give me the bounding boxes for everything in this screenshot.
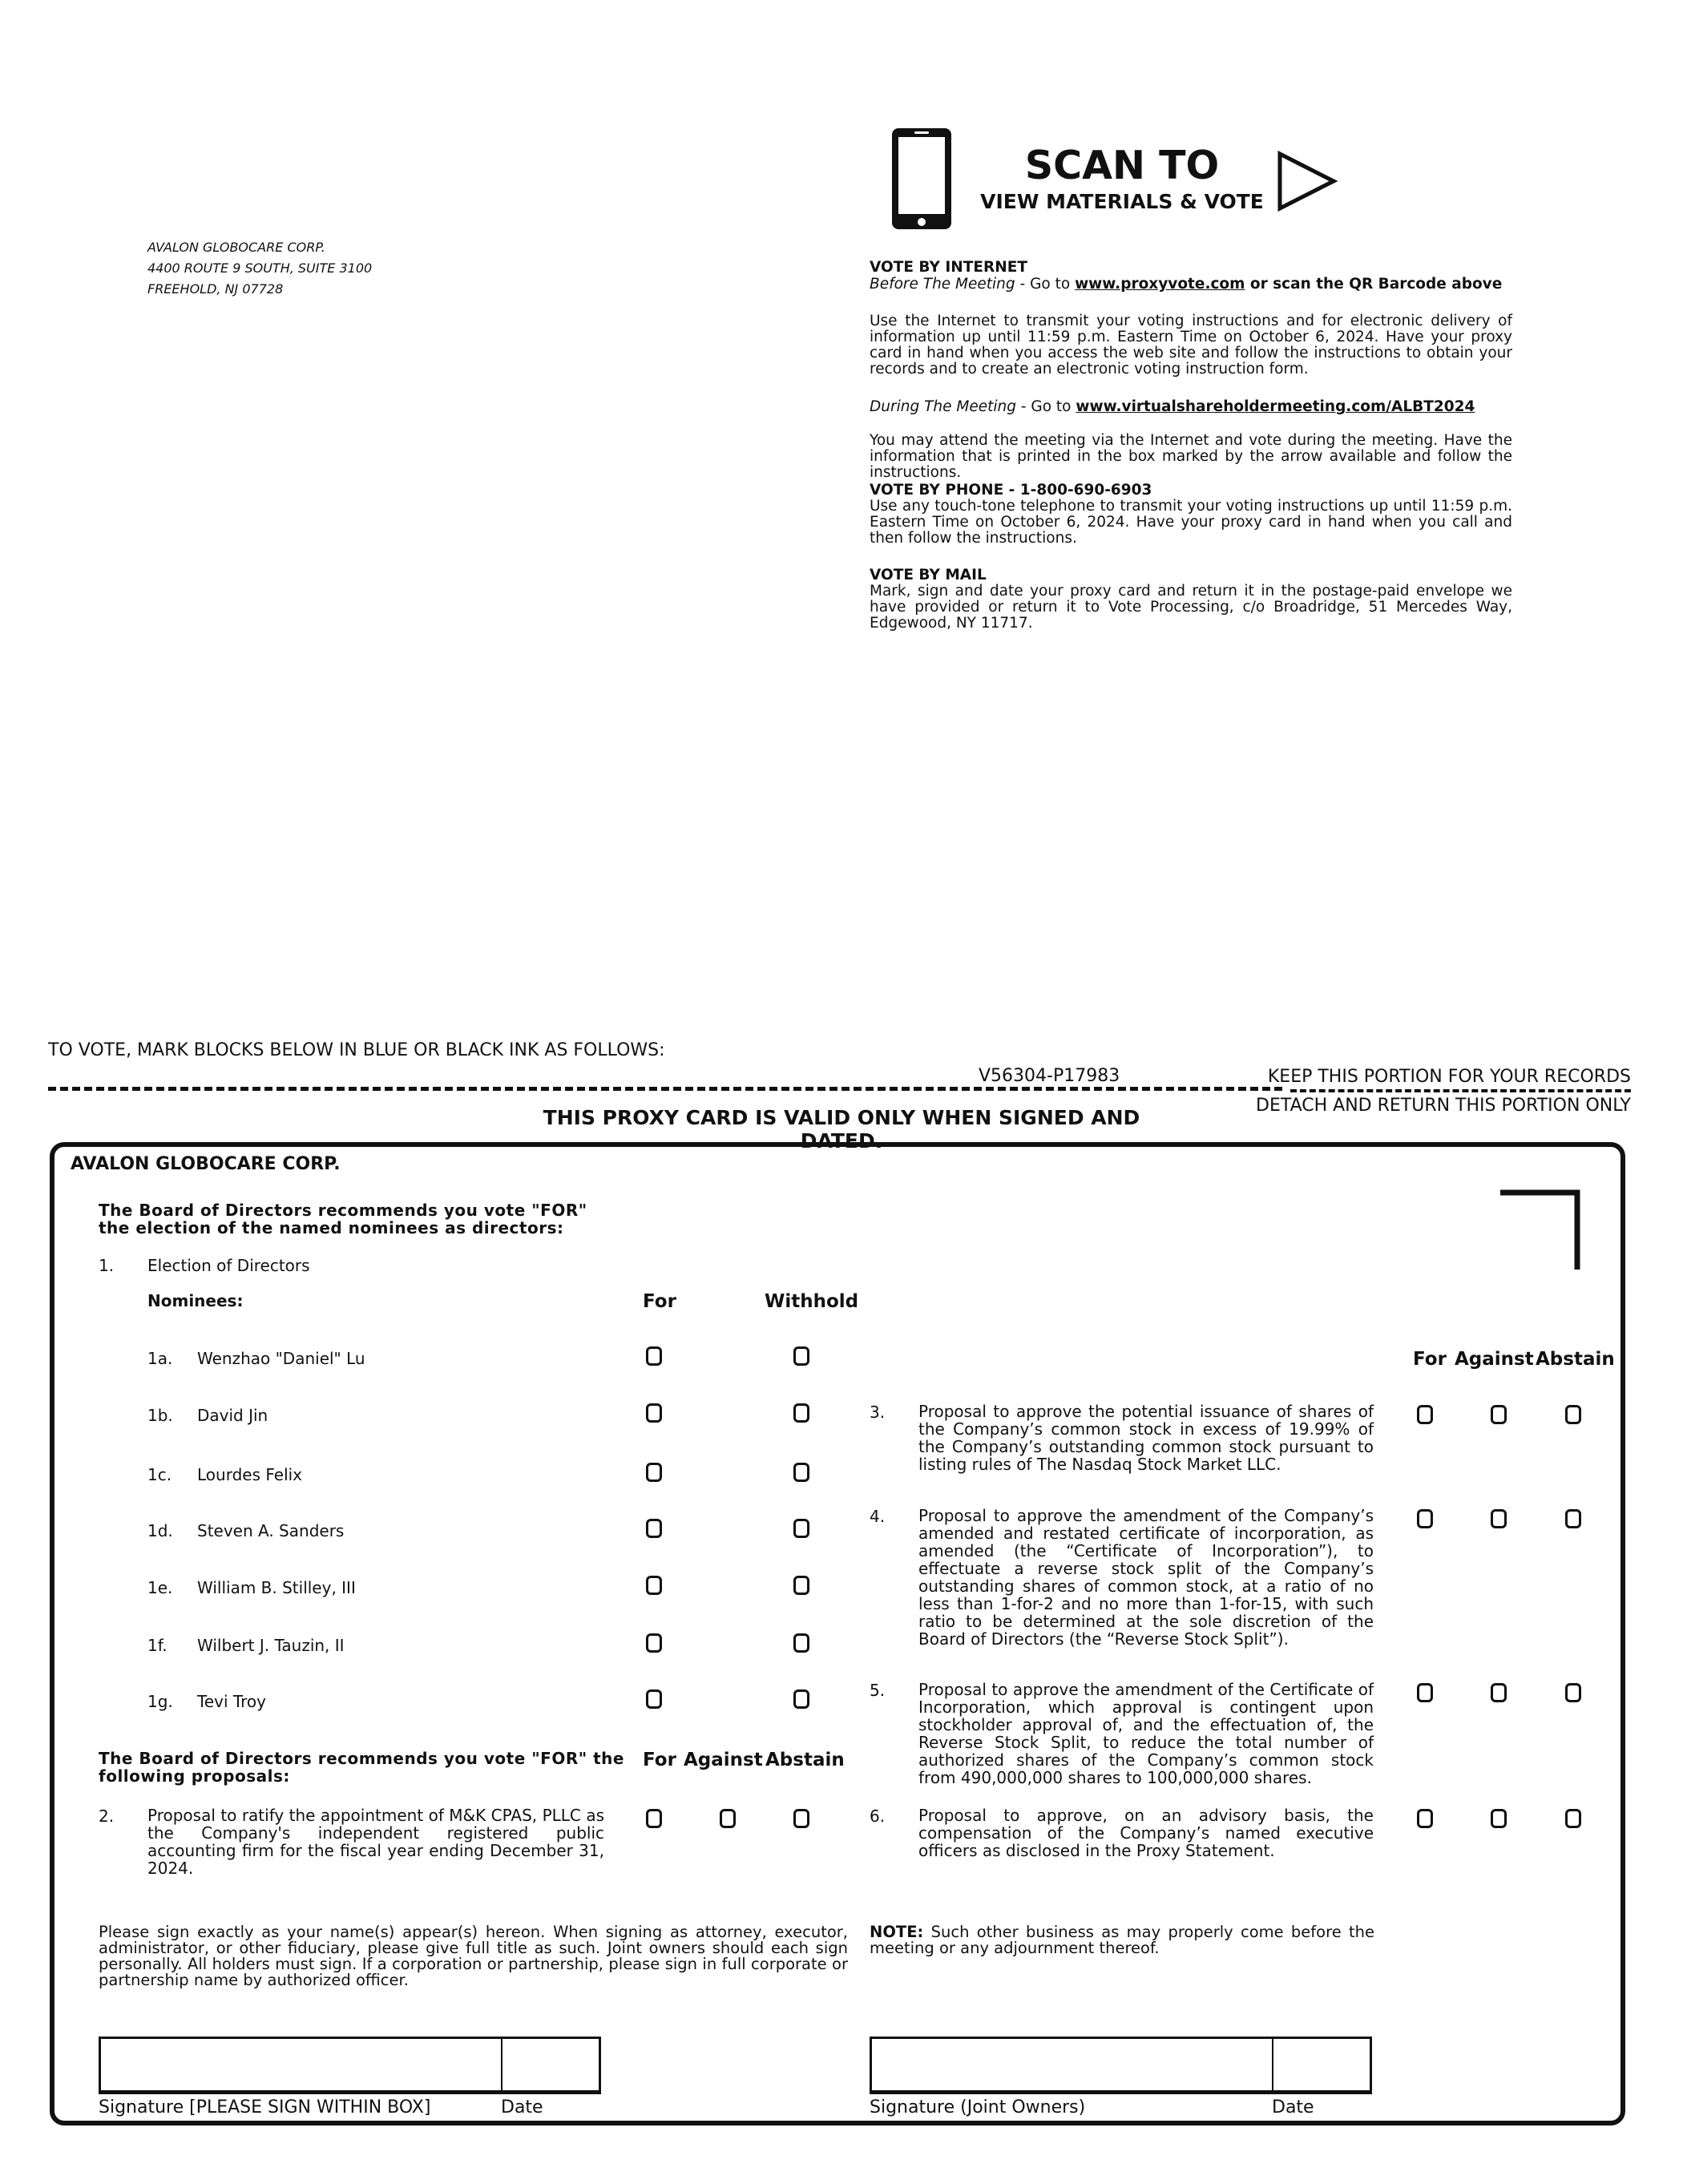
- internet-text: Use the Internet to transmit your voting instructions and for electronic delivery of information up until 11:59 p.m. Eastern Time on October 6, 2024. Have your proxy card in hand when you access the web site and follow the instructions to obtain your records and to create an electronic voting instruction form.: [870, 313, 1512, 377]
- mail-heading: VOTE BY MAIL: [870, 567, 987, 583]
- proposal-number: 5.: [870, 1681, 886, 1700]
- proposal-text: Proposal to approve, on an advisory basis, the compensation of the Company’s named executive officers as disclosed in the Proxy Statement.: [918, 1806, 1374, 1860]
- during-text: You may attend the meeting via the Internet and vote during the meeting. Have the information that is printed in the box marked by the arrow available and follow the instructions.: [870, 432, 1512, 481]
- keep-portion-label: KEEP THIS PORTION FOR YOUR RECORDS: [1267, 1067, 1631, 1087]
- joint-signature-box[interactable]: [870, 2037, 1372, 2094]
- nominees-label: Nominees:: [147, 1291, 244, 1310]
- vote-by-phone: [870, 482, 1512, 547]
- nominee-id: 1e.: [147, 1578, 173, 1597]
- signature-box[interactable]: [99, 2037, 601, 2094]
- for-checkbox[interactable]: [646, 1346, 662, 1366]
- before-meeting-line: Before The Meeting - Go to www.proxyvote.com or scan the QR Barcode above: [870, 276, 1503, 293]
- nominee-id: 1d.: [147, 1521, 173, 1540]
- joint-signature-date-divider: [1272, 2039, 1273, 2090]
- joint-signature-label: Signature (Joint Owners): [870, 2097, 1086, 2117]
- detach-line: [48, 1087, 1282, 1091]
- col-for-p2: For: [643, 1750, 676, 1770]
- internet-heading: VOTE BY INTERNET: [870, 259, 1027, 276]
- item1-label: Election of Directors: [147, 1256, 310, 1275]
- mail-text: Mark, sign and date your proxy card and return it in the postage-paid envelope we have provided or return it to Vote Processing, c/o Broadridge, 51 Mercedes Way, Edgewood, NY 11717.: [870, 583, 1512, 632]
- address-street: 4400 ROUTE 9 SOUTH, SUITE 3100: [147, 260, 373, 276]
- abstain-checkbox[interactable]: [1565, 1405, 1581, 1424]
- detach-return-label: DETACH AND RETURN THIS PORTION ONLY: [1256, 1096, 1631, 1116]
- proposal-text: Proposal to ratify the appointment of M&K CPAS, PLLC as the Company's independent registered public accounting firm for the fiscal year ending December 31, 2024.: [147, 1806, 604, 1878]
- proposal-number: 3.: [870, 1403, 886, 1422]
- card-company: AVALON GLOBOCARE CORP.: [71, 1154, 341, 1174]
- for-checkbox[interactable]: [1417, 1683, 1433, 1702]
- for-checkbox[interactable]: [1417, 1405, 1433, 1424]
- for-checkbox[interactable]: [1417, 1509, 1433, 1528]
- joint-date-label: Date: [1272, 2097, 1314, 2117]
- for-checkbox[interactable]: [1417, 1809, 1433, 1828]
- vote-by-mail: [870, 567, 1512, 632]
- item1-number: 1.: [99, 1256, 115, 1275]
- for-checkbox[interactable]: [646, 1519, 662, 1538]
- col-for-nominees: For: [643, 1291, 676, 1312]
- withhold-checkbox[interactable]: [793, 1633, 809, 1653]
- proxyvote-link[interactable]: www.proxyvote.com: [1075, 276, 1245, 293]
- signature-date-divider: [501, 2039, 502, 2090]
- nominee-name: Lourdes Felix: [197, 1465, 303, 1484]
- for-checkbox[interactable]: [646, 1463, 662, 1482]
- nominee-name: William B. Stilley, III: [197, 1578, 356, 1597]
- for-checkbox[interactable]: [646, 1633, 662, 1653]
- scan-subtitle: VIEW MATERIALS & VOTE: [980, 190, 1264, 213]
- nominee-id: 1f.: [147, 1636, 167, 1655]
- to-vote-instruction: TO VOTE, MARK BLOCKS BELOW IN BLUE OR BLACK INK AS FOLLOWS:: [48, 1040, 665, 1060]
- col-for-right: For: [1413, 1349, 1447, 1370]
- against-checkbox[interactable]: [1491, 1809, 1507, 1828]
- against-checkbox[interactable]: [1491, 1509, 1507, 1528]
- col-abstain-p2: Abstain: [765, 1750, 845, 1770]
- abstain-checkbox[interactable]: [1565, 1683, 1581, 1702]
- valid-notice: THIS PROXY CARD IS VALID ONLY WHEN SIGNED AND DATED.: [543, 1106, 1140, 1153]
- proposal-text: Proposal to approve the amendment of the Certificate of Incorporation, which approval is contingent upon stockholder approval of, and the effectuation of, the Reverse Stock Split, to reduce the total number of authorized shares of the Company’s common stock from 490,000,000 shares to 100,000,000 shares.: [918, 1680, 1374, 1787]
- virtual-meeting-link[interactable]: www.virtualshareholdermeeting.com/ALBT2024: [1076, 398, 1475, 415]
- proposal-number: 4.: [870, 1507, 886, 1526]
- control-code: V56304-P17983: [979, 1066, 1120, 1086]
- against-checkbox[interactable]: [1491, 1683, 1507, 1702]
- for-checkbox[interactable]: [646, 1809, 662, 1828]
- nominee-name: Steven A. Sanders: [197, 1521, 345, 1540]
- withhold-checkbox[interactable]: [793, 1346, 809, 1366]
- nominee-id: 1b.: [147, 1406, 173, 1425]
- address-company: AVALON GLOBOCARE CORP.: [147, 240, 325, 255]
- vote-by-internet: [870, 259, 1512, 293]
- abstain-checkbox[interactable]: [793, 1809, 809, 1828]
- corner-mark: [1500, 1189, 1580, 1270]
- for-checkbox[interactable]: [646, 1403, 662, 1423]
- abstain-checkbox[interactable]: [1565, 1809, 1581, 1828]
- abstain-checkbox[interactable]: [1565, 1509, 1581, 1528]
- withhold-checkbox[interactable]: [793, 1576, 809, 1595]
- against-checkbox[interactable]: [1491, 1405, 1507, 1424]
- withhold-checkbox[interactable]: [793, 1403, 809, 1423]
- nominee-name: Wenzhao "Daniel" Lu: [197, 1349, 365, 1368]
- col-abstain-right: Abstain: [1536, 1349, 1615, 1370]
- play-arrow-icon: [1276, 151, 1340, 212]
- nominee-name: David Jin: [197, 1406, 268, 1425]
- withhold-checkbox[interactable]: [793, 1463, 809, 1482]
- keep-divider: [1290, 1089, 1631, 1092]
- signature-label: Signature [PLEASE SIGN WITHIN BOX]: [99, 2097, 431, 2117]
- return-address: [147, 237, 372, 300]
- phone-heading: VOTE BY PHONE - 1-800-690-6903: [870, 482, 1152, 499]
- withhold-checkbox[interactable]: [793, 1519, 809, 1538]
- address-city: FREEHOLD, NJ 07728: [147, 281, 284, 297]
- for-checkbox[interactable]: [646, 1689, 662, 1709]
- sign-instructions: Please sign exactly as your name(s) appear(s) hereon. When signing as attorney, executor, administrator, or other fiduciary, please give full title as such. Joint owners should each sign personally. All holders must sign. If a corporation or partnership, please sign in full corporate or partnership name by authorized officer.: [99, 1923, 848, 1989]
- proposal-text: Proposal to approve the potential issuance of shares of the Company’s common stock in excess of 19.99% of the Company’s outstanding common stock pursuant to listing rules of The Nasdaq Stock Market LLC.: [918, 1402, 1374, 1474]
- proposal-number: 6.: [870, 1807, 886, 1826]
- recommendation-nominees: The Board of Directors recommends you vote "FOR" the election of the named nominees as directors:: [99, 1201, 587, 1237]
- col-withhold: Withhold: [765, 1291, 859, 1312]
- nominee-name: Wilbert J. Tauzin, II: [197, 1636, 345, 1655]
- against-checkbox[interactable]: [720, 1809, 736, 1828]
- date-label: Date: [501, 2097, 543, 2117]
- nominee-id: 1g.: [147, 1692, 173, 1711]
- for-checkbox[interactable]: [646, 1576, 662, 1595]
- proposal-number: 2.: [99, 1807, 115, 1826]
- phone-text: Use any touch-tone telephone to transmit your voting instructions up until 11:59 p.m. Eastern Time on October 6, 2024. Have your proxy card in hand when you call and then follow the instructions.: [870, 498, 1512, 547]
- withhold-checkbox[interactable]: [793, 1689, 809, 1709]
- proposal-text: Proposal to approve the amendment of the Company’s amended and restated certificate of incorporation, as amended (the “Certificate of Incorporation”), to effectuate a reverse stock split of the Company’s outstanding shares of common stock, at a ratio of no less than 1-for-2 and no more than 1-for-15, with such ratio to be determined at the sole discretion of the Board of Directors (the “Reverse Stock Split”).: [918, 1506, 1374, 1649]
- col-against-right: Against: [1455, 1349, 1534, 1370]
- note-text: NOTE: Such other business as may properly come before the meeting or any adjournment thereof.: [870, 1923, 1374, 1957]
- nominee-id: 1c.: [147, 1465, 172, 1484]
- recommendation-proposals: The Board of Directors recommends you vote "FOR" the following proposals:: [99, 1749, 624, 1786]
- col-against-p2: Against: [684, 1750, 763, 1770]
- nominee-name: Tevi Troy: [197, 1692, 267, 1711]
- during-meeting-line: During The Meeting - Go to www.virtualshareholdermeeting.com/ALBT2024: [870, 398, 1475, 415]
- nominee-id: 1a.: [147, 1349, 173, 1368]
- smartphone-icon: [890, 126, 954, 232]
- scan-title: SCAN TO: [1024, 143, 1220, 188]
